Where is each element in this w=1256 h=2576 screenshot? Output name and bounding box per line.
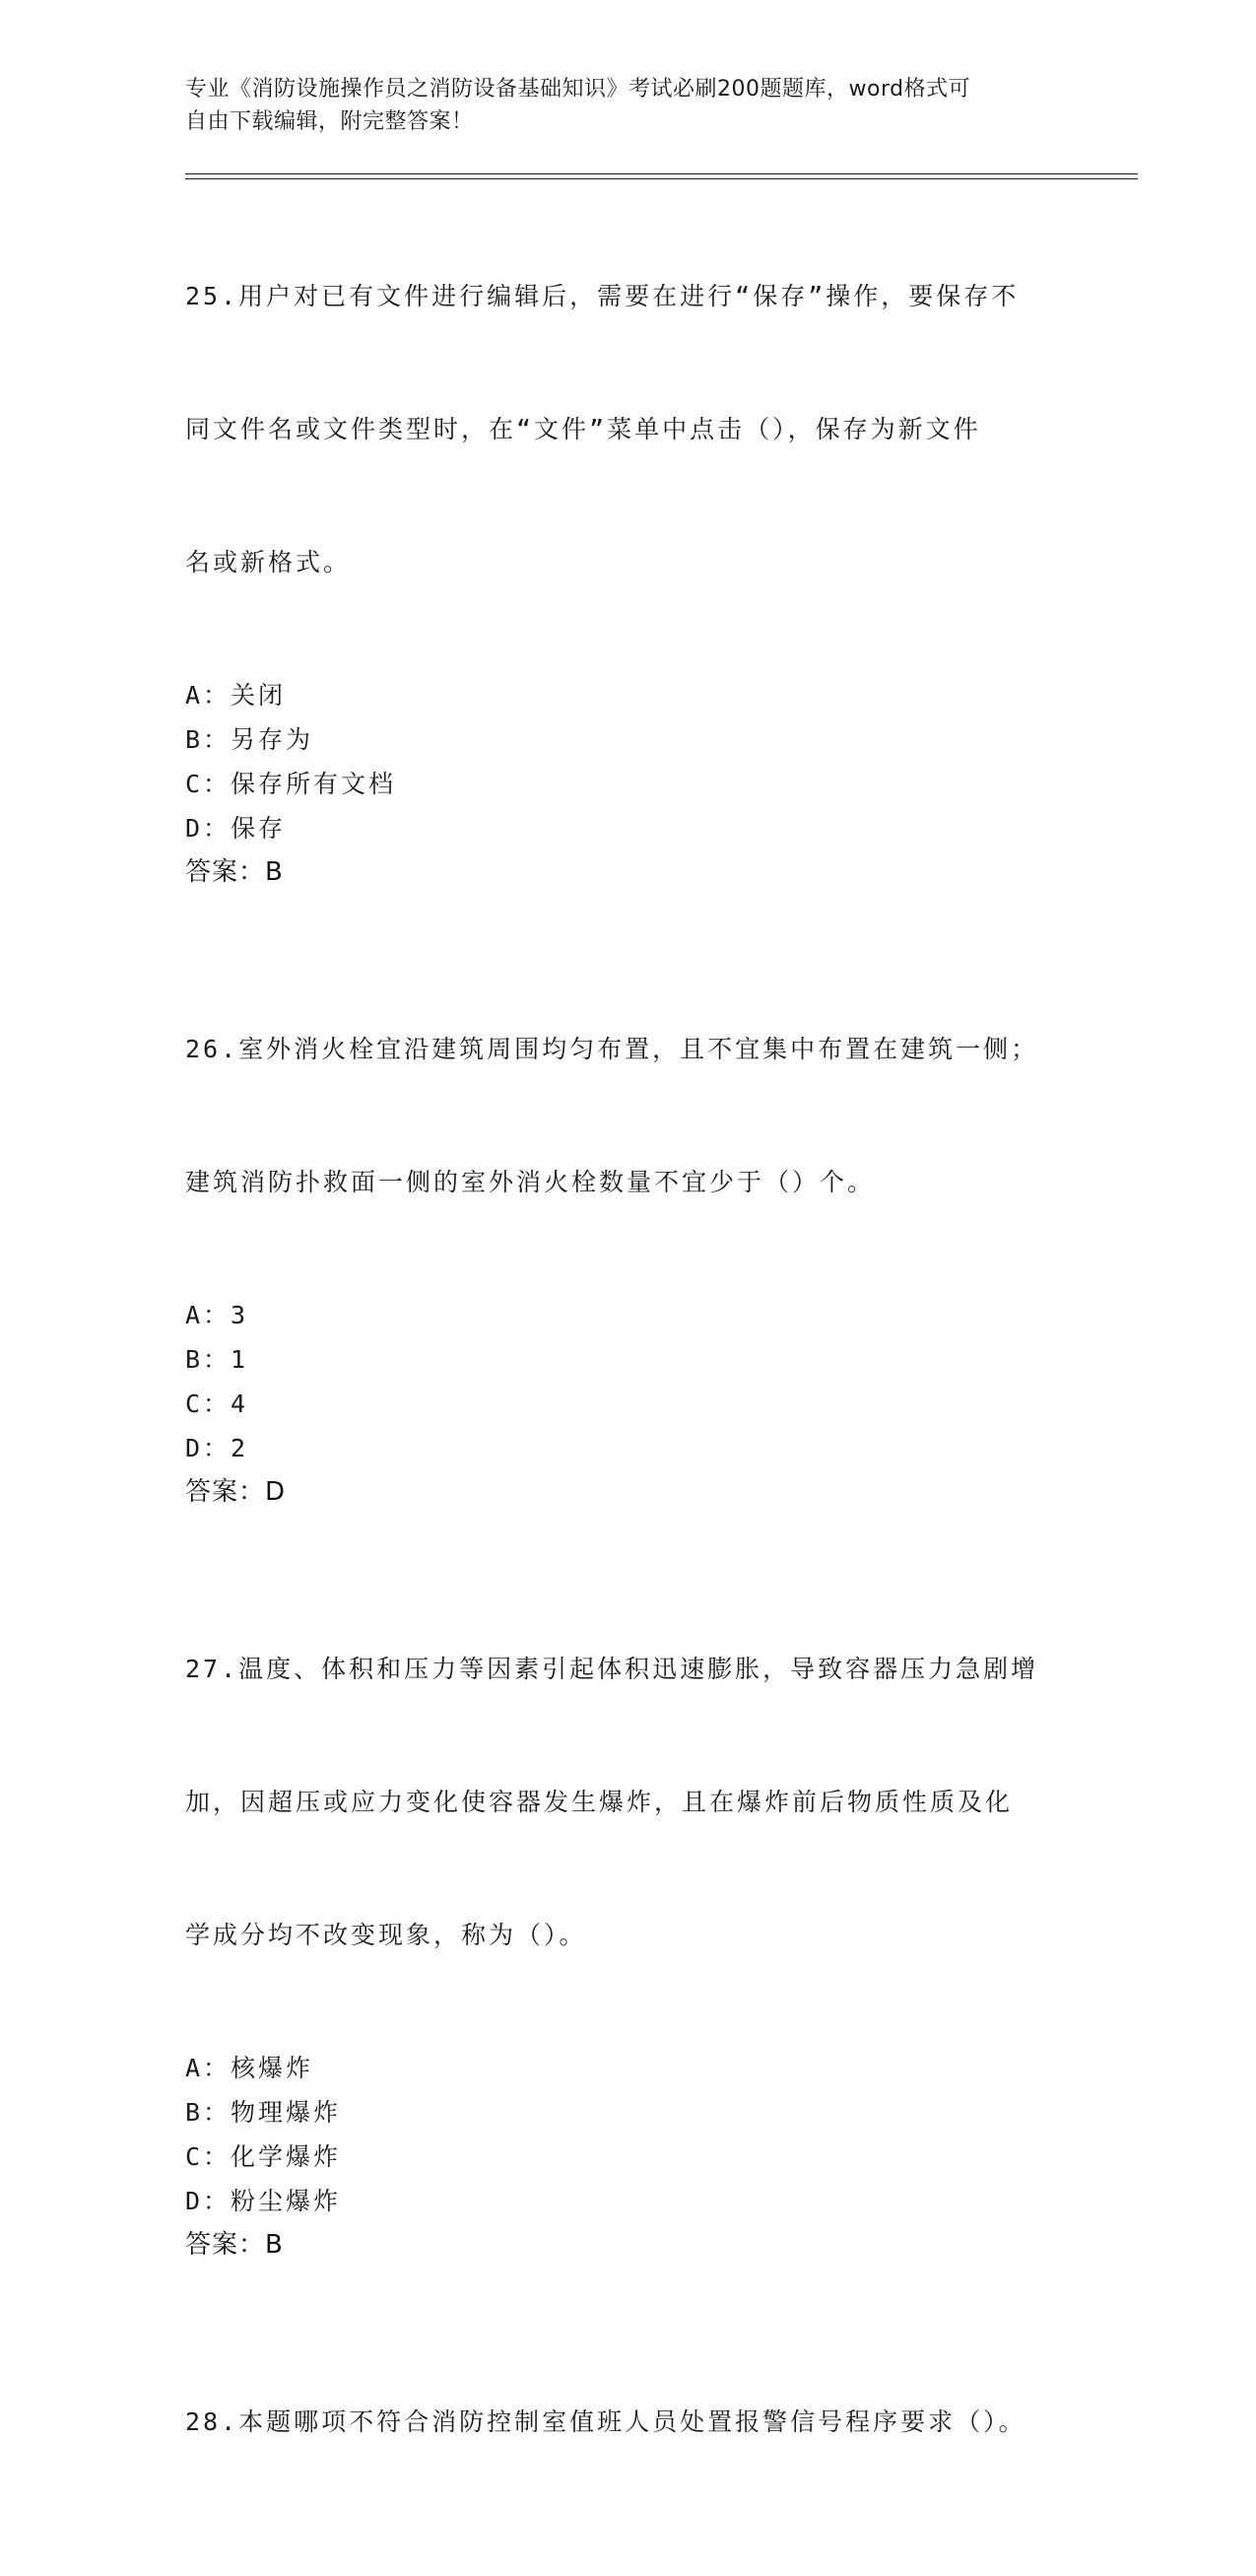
question-stem: [185, 185, 1072, 673]
option-c: C：化学爆炸: [185, 2142, 342, 2171]
answer-line: 答案：D: [185, 1477, 287, 1507]
stem-line: 27.温度、体积和压力等因素引起体积迅速膨胀，导致容器压力急剧增: [185, 1655, 1039, 1683]
question-stem: [185, 1558, 1072, 2046]
header-divider-top: [185, 173, 1138, 174]
stem-line: 加，因超压或应力变化使容器发生爆炸，且在爆炸前后物质性质及化: [185, 1788, 1014, 1816]
option-c: C：保存所有文档: [185, 770, 397, 798]
option-d: D：保存: [185, 814, 287, 843]
question-28: [185, 2311, 1072, 2533]
option-b: B：物理爆炸: [185, 2098, 342, 2127]
stem-line: 建筑消防扑救面一侧的室外消火栓数量不宜少于（）个。: [185, 1168, 876, 1196]
stem-line: 26.室外消火栓宜沿建筑周围均匀布置，且不宜集中布置在建筑一侧；: [185, 1035, 1039, 1063]
document-header: [185, 73, 1052, 138]
answer-line: 答案：B: [185, 2230, 284, 2260]
option-d: D：2: [185, 1434, 249, 1462]
option-b: B：另存为: [185, 725, 314, 754]
question-stem: [185, 938, 1072, 1293]
stem-line: 学成分均不改变现象，称为（）。: [185, 1921, 587, 1949]
stem-line: 同文件名或文件类型时，在“文件”菜单中点击（），保存为新文件: [185, 415, 981, 443]
question-25: [185, 185, 1072, 895]
stem-line: 25.用户对已有文件进行编辑后，需要在进行“保存”操作，要保存不: [185, 282, 1020, 310]
question-27: [185, 1558, 1072, 2268]
option-c: C：4: [185, 1390, 249, 1418]
header-line-2: 自由下载编辑，附完整答案！: [185, 109, 474, 134]
stem-line: 28.本题哪项不符合消防控制室值班人员处置报警信号程序要求（）。: [185, 2407, 1026, 2436]
option-a: A：3: [185, 1301, 249, 1329]
option-b: B：1: [185, 1345, 249, 1374]
header-line-1: 专业《消防设施操作员之消防设备基础知识》考试必刷200题题库，word格式可: [185, 77, 971, 102]
question-26: [185, 938, 1072, 1515]
answer-line: 答案：B: [185, 857, 284, 887]
option-a: A：关闭: [185, 681, 287, 710]
stem-line: 名或新格式。: [185, 548, 352, 576]
option-d: D：粉尘爆炸: [185, 2187, 342, 2215]
option-a: A：核爆炸: [185, 2054, 314, 2082]
question-list: [185, 185, 1072, 2576]
question-stem: [185, 2311, 1072, 2533]
header-divider-bottom: [185, 178, 1138, 179]
